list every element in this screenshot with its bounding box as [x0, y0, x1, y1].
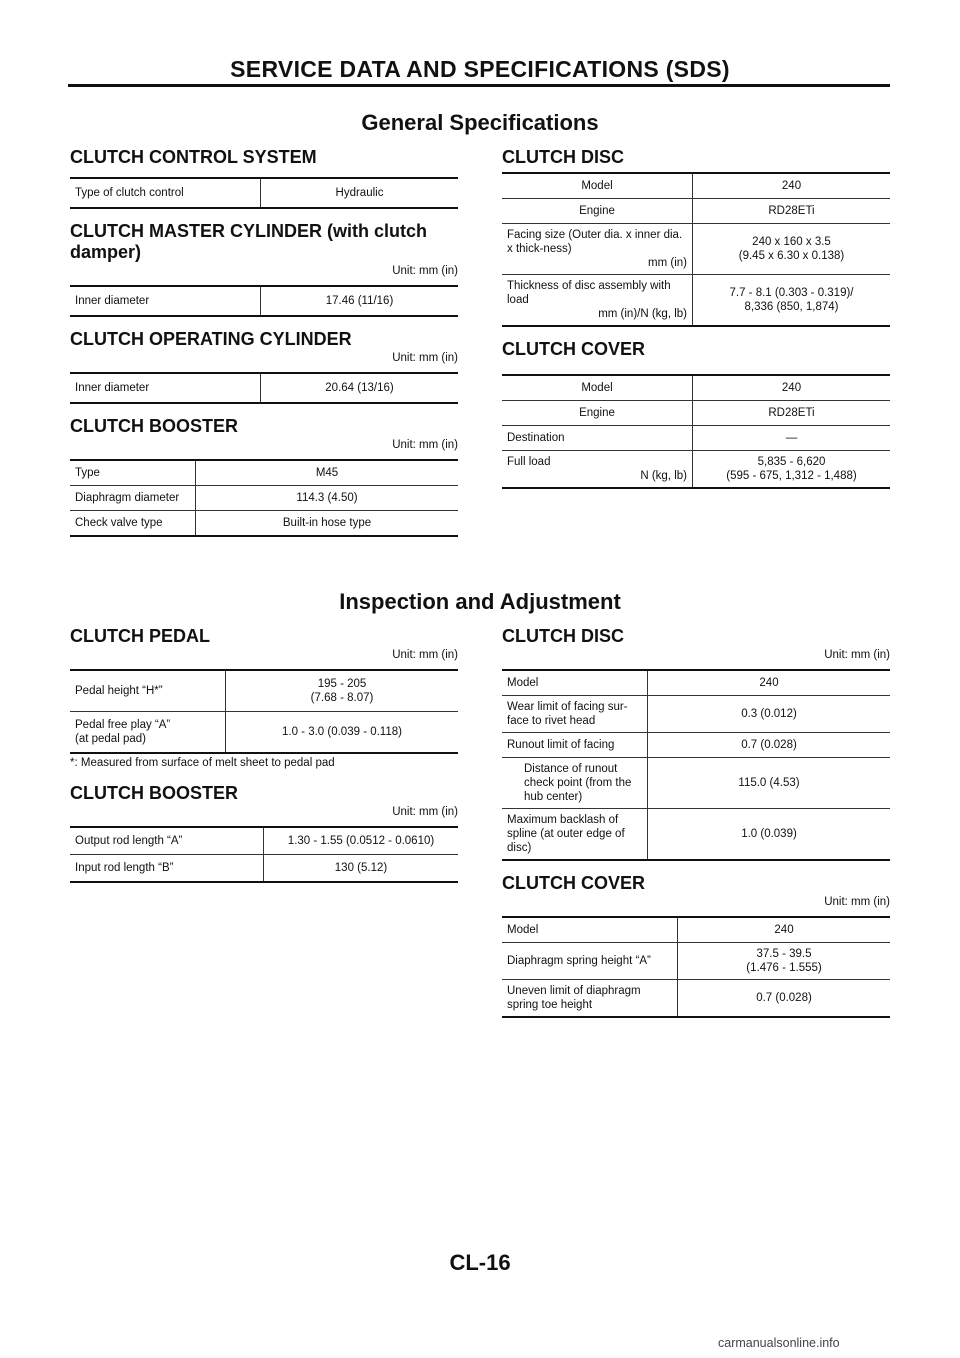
row-value: 0.7 (0.028): [648, 733, 891, 758]
row-label: Diaphragm spring height “A”: [507, 955, 651, 967]
row-value-line: 7.7 - 8.1 (0.303 - 0.319)/: [729, 287, 854, 299]
running-header: SERVICE DATA AND SPECIFICATIONS (SDS): [230, 56, 730, 82]
row-label: [502, 451, 693, 489]
row-label: Runout limit of facing: [507, 739, 615, 751]
row-value: 0.7 (0.028): [678, 980, 891, 1018]
table-row: [70, 178, 458, 208]
inspection-booster-title: CLUTCH BOOSTER: [70, 783, 238, 803]
row-label: Uneven limit of diaphragm spring toe height: [507, 985, 641, 1011]
row-label: Output rod length “A”: [75, 835, 183, 847]
row-value: Hydraulic: [261, 178, 459, 208]
clutch-control-section: [70, 147, 458, 209]
table-row: [502, 451, 890, 489]
table-row: [502, 401, 890, 426]
clutch-disc-title: CLUTCH DISC: [502, 147, 624, 167]
inspection-disc-section: [502, 626, 890, 861]
clutch-operating-title: CLUTCH OPERATING CYLINDER: [70, 329, 352, 349]
table-row: [502, 275, 890, 327]
row-label-unit: N (kg, lb): [640, 470, 687, 482]
header-rule: [68, 84, 890, 87]
row-value: 115.0 (4.53): [648, 758, 891, 809]
clutch-master-table: [70, 285, 458, 317]
row-value: Built-in hose type: [196, 511, 459, 537]
clutch-cover-table: [502, 374, 890, 489]
row-label-line: (at pedal pad): [75, 733, 146, 745]
row-label: Model: [581, 180, 613, 192]
table-row: [502, 758, 890, 809]
table-row: [502, 224, 890, 275]
row-label-unit: mm (in)/N (kg, lb): [598, 308, 687, 320]
row-label-unit: mm (in): [648, 257, 687, 269]
row-label: Model: [507, 924, 539, 936]
table-row: [70, 460, 458, 486]
row-value: [226, 670, 459, 712]
inspection-disc-title: CLUTCH DISC: [502, 626, 624, 646]
clutch-pedal-table: [70, 669, 458, 754]
unit-note: Unit: mm (in): [824, 649, 890, 661]
table-row: [70, 373, 458, 403]
row-value-line: 5,835 - 6,620: [757, 456, 826, 468]
row-label: Type: [75, 467, 100, 479]
row-value-line: 240 x 160 x 3.5: [752, 236, 831, 248]
row-value: 240: [648, 670, 891, 696]
row-label: Maximum backlash of spline (at outer edge of disc): [507, 814, 625, 854]
row-label: Inner diameter: [75, 382, 150, 394]
clutch-booster-title: CLUTCH BOOSTER: [70, 416, 238, 436]
row-label: Type of clutch control: [75, 187, 184, 199]
unit-note: Unit: mm (in): [392, 352, 458, 364]
table-row: [502, 733, 890, 758]
row-value: 1.0 (0.039): [648, 809, 891, 861]
row-label: Destination: [507, 432, 565, 444]
table-row: [70, 827, 458, 855]
row-value: 17.46 (11/16): [261, 286, 459, 316]
row-value: 240: [678, 917, 891, 943]
row-label: [502, 275, 693, 327]
row-label: Engine: [579, 205, 615, 217]
row-label-text: Full load: [507, 456, 551, 468]
row-label: Input rod length “B”: [75, 862, 174, 874]
table-row: [70, 712, 458, 754]
row-value: [693, 275, 891, 327]
inspection-cover-table: [502, 916, 890, 1018]
unit-note: Unit: mm (in): [392, 265, 458, 277]
general-specifications-heading: General Specifications: [361, 110, 599, 135]
row-value: RD28ETi: [693, 199, 891, 224]
clutch-master-section: [70, 221, 458, 317]
table-row: [502, 696, 890, 733]
clutch-cover-title: CLUTCH COVER: [502, 339, 645, 359]
row-value: M45: [196, 460, 459, 486]
clutch-disc-table: [502, 172, 890, 327]
row-value: 240: [693, 173, 891, 199]
general-right-column: [502, 147, 890, 489]
row-label-text: Thickness of disc assembly with load: [507, 280, 671, 306]
table-row: [70, 486, 458, 511]
row-value: 130 (5.12): [264, 855, 459, 883]
unit-note: Unit: mm (in): [392, 649, 458, 661]
row-value-line: (595 - 675, 1,312 - 1,488): [726, 470, 857, 482]
inspection-booster-table: [70, 826, 458, 883]
row-value: 114.3 (4.50): [196, 486, 459, 511]
table-row: [502, 670, 890, 696]
table-row: [502, 199, 890, 224]
row-value: [693, 451, 891, 489]
row-value: [678, 943, 891, 980]
row-value: —: [693, 426, 891, 451]
watermark: carmanualsonline.info: [718, 1336, 840, 1350]
inspection-right-column: [502, 626, 890, 1018]
general-left-column: [70, 147, 458, 537]
row-value-line: (7.68 - 8.07): [310, 692, 374, 704]
row-value: [693, 224, 891, 275]
row-value: 1.0 - 3.0 (0.039 - 0.118): [226, 712, 459, 754]
row-value: 0.3 (0.012): [648, 696, 891, 733]
row-value-line: (1.476 - 1.555): [746, 962, 822, 974]
inspection-cover-title: CLUTCH COVER: [502, 873, 645, 893]
inspection-left-column: [70, 626, 458, 883]
row-value: RD28ETi: [693, 401, 891, 426]
inspection-adjustment-heading: Inspection and Adjustment: [339, 589, 621, 614]
row-value-line: (9.45 x 6.30 x 0.138): [738, 250, 845, 262]
clutch-control-title: CLUTCH CONTROL SYSTEM: [70, 147, 317, 167]
row-value: 20.64 (13/16): [261, 373, 459, 403]
row-label: Model: [581, 382, 613, 394]
row-label: [502, 224, 693, 275]
table-row: [502, 980, 890, 1018]
clutch-master-title: CLUTCH MASTER CYLINDER (with clutch damper): [70, 221, 427, 262]
row-label: Wear limit of facing sur-face to rivet head: [507, 701, 628, 727]
unit-note: Unit: mm (in): [392, 806, 458, 818]
clutch-pedal-section: [70, 626, 458, 769]
row-label: Check valve type: [75, 517, 163, 529]
clutch-disc-section: [502, 147, 890, 327]
table-row: [70, 670, 458, 712]
table-row: [70, 855, 458, 883]
table-row: [502, 426, 890, 451]
row-label: Pedal height “H*”: [75, 685, 163, 697]
row-label-text: Facing size (Outer dia. x inner dia. x thick-ness): [507, 229, 683, 255]
inspection-cover-section: [502, 873, 890, 1018]
table-row: [70, 286, 458, 316]
table-row: [70, 511, 458, 537]
row-label: [70, 712, 226, 754]
row-label: Diaphragm diameter: [75, 492, 180, 504]
clutch-pedal-title: CLUTCH PEDAL: [70, 626, 210, 646]
table-row: [502, 809, 890, 861]
row-value: 240: [693, 375, 891, 401]
table-row: [502, 943, 890, 980]
row-value-line: 8,336 (850, 1,874): [744, 301, 839, 313]
table-row: [502, 173, 890, 199]
row-label: Model: [507, 677, 539, 689]
row-value: 1.30 - 1.55 (0.0512 - 0.0610): [264, 827, 459, 855]
row-value-line: 195 - 205: [317, 678, 367, 690]
inspection-disc-table: [502, 669, 890, 861]
clutch-operating-section: [70, 329, 458, 404]
clutch-control-table: [70, 177, 458, 209]
row-label: Engine: [579, 407, 615, 419]
clutch-operating-table: [70, 372, 458, 404]
clutch-booster-table: [70, 459, 458, 537]
clutch-booster-section: [70, 416, 458, 537]
row-value-line: 37.5 - 39.5: [756, 948, 812, 960]
table-row: [502, 917, 890, 943]
inspection-booster-section: [70, 783, 458, 883]
page-number: CL-16: [449, 1250, 511, 1275]
unit-note: Unit: mm (in): [392, 439, 458, 451]
pedal-footnote: *: Measured from surface of melt sheet to pedal pad: [70, 757, 335, 769]
table-row: [502, 375, 890, 401]
row-label: Inner diameter: [75, 295, 150, 307]
row-label: Distance of runout check point (from the hub center): [524, 763, 632, 803]
row-label-line: Pedal free play “A”: [75, 719, 171, 731]
clutch-cover-section: [502, 339, 890, 489]
unit-note: Unit: mm (in): [824, 896, 890, 908]
